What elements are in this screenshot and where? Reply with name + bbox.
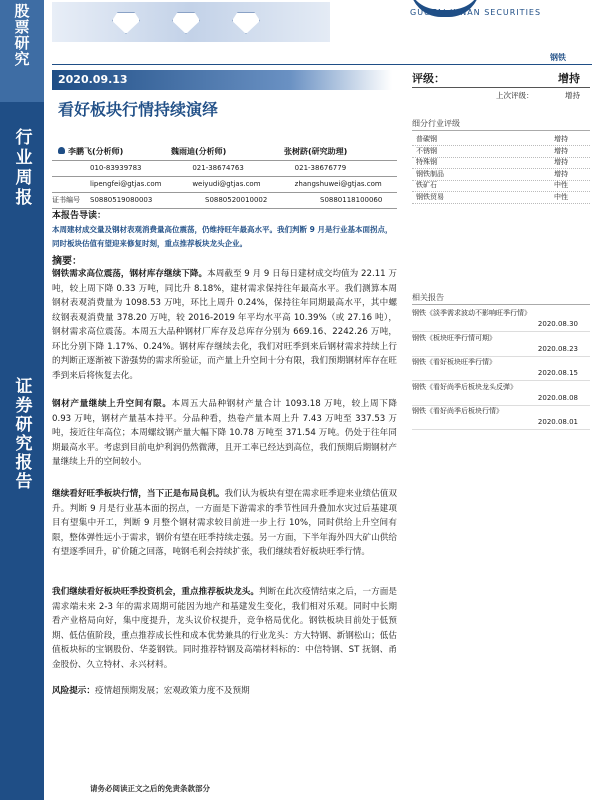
person-icon: [58, 147, 65, 154]
rating-label: 评级：: [412, 72, 445, 85]
risk-label: 风险提示：: [52, 686, 95, 696]
related-report-title[interactable]: 钢铁《看好尚季后板块行情》: [412, 407, 503, 415]
diamond-icon: [232, 12, 260, 34]
diamond-icon: [112, 12, 140, 34]
related-report-title[interactable]: 钢铁《看好尚季后板块龙头反弹》: [412, 382, 517, 391]
related-report-item[interactable]: [412, 406, 590, 426]
industry-rating-row: [412, 192, 590, 204]
previous-rating-value: 增持: [565, 91, 580, 100]
related-report-item[interactable]: [412, 308, 590, 328]
disclaimer-note: 请务必阅读正文之后的免责条款部分: [90, 784, 210, 793]
related-report-date: 2020.08.01: [537, 418, 578, 426]
paragraph-body: 我们认为板块有望在需求旺季迎来业绩估值双升。判断 9 月是行业基本面的拐点，一方面是下游需求的季节性回升叠加水灾过后基建项目有望集中开工，判断 9 月整个钢材需求较目前进一步上行 10%，同时供给上升空间有限，整体弹性远小于需求，钢价有望在旺季持续走强。另一方面，下半年海外四大矿山供给有望逐季回升，矿价随之回落，吨钢毛利会持续扩张，我们继续看好板块旺季行情。: [52, 489, 397, 557]
industry-name: 普碳钢: [416, 135, 437, 143]
related-report-item[interactable]: [412, 357, 590, 377]
header-divider: [52, 64, 592, 65]
report-title: 看好板块行情持续演绎: [58, 100, 219, 119]
rating-block: [412, 70, 590, 86]
analyst-email[interactable]: weiyudi@gtjas.com: [192, 180, 261, 188]
summary-heading: 摘要：: [52, 256, 82, 267]
analyst-phone: 010-83939783: [90, 164, 142, 172]
related-report-title[interactable]: 钢铁《看好板块旺季行情》: [412, 358, 496, 366]
analyst-cert: S0880520010002: [205, 196, 268, 204]
industry-name: 钢铁贸易: [416, 192, 444, 201]
related-report-title[interactable]: 钢铁《板块旺季行情可期》: [412, 333, 496, 342]
analyst-name: 张树跻(研究助理): [284, 147, 348, 156]
report-date: 2020.09.13: [58, 73, 128, 86]
paragraph-lead: 我们继续看好板块旺季投资机会，重点推荐板块龙头。: [52, 587, 260, 597]
rating-divider: [412, 87, 590, 88]
analyst-name: 李鹏飞(分析师): [58, 146, 171, 158]
industry-rating: 中性: [554, 192, 568, 201]
related-reports-heading: 相关报告: [412, 293, 444, 302]
related-report-date: 2020.08.15: [537, 369, 578, 377]
report-category-label: 证券研究报告: [11, 377, 32, 491]
industry-rating-row: [412, 146, 590, 158]
cert-label: 证书编号: [52, 196, 80, 204]
risk-warning: [52, 684, 250, 696]
summary-paragraph: [52, 397, 397, 470]
sector-tag: 钢铁: [550, 53, 566, 62]
related-report-date: 2020.08.30: [537, 320, 578, 328]
analyst-phone: 021-38674763: [192, 164, 244, 172]
industry-rating-row: [412, 134, 590, 146]
industry-name: 铁矿石: [416, 181, 437, 189]
paragraph-body: 本周五大品种钢材产量合计 1093.18 万吨，较上周下降 0.93 万吨，钢材产量基本持平。分品种看，热卷产量本周上升 7.43 万吨至 337.53 万吨，接近往年高位；本周螺纹钢产量大幅下降 10.78 万吨至 371.54 万吨。仍处于往年同期最高水平。考虑到目前电炉利润仍然微薄，且开工率已经达到高位，我们预期后期钢材产量继续上升的空间较小。: [52, 399, 397, 467]
related-report-date: 2020.08.23: [537, 344, 578, 353]
paragraph-lead: 继续看好旺季板块行情，当下正是布局良机。: [52, 489, 225, 499]
report-type-label: 行业周报: [11, 128, 32, 208]
industry-rating: 增持: [554, 135, 568, 143]
industry-rating: 增持: [554, 146, 568, 155]
paragraph-body: 判断在此次疫情结束之后，一方面是需求端未来 2-3 年的需求周期可能因为地产和基建发生变化，我们相对乐观。同时中长期看产业格局向好，集中度提升，龙头议价权提升，竞争格局优化。钢铁板块目前处于低预期、低估值阶段，重点推荐成长性和成本优势兼具的行业龙头：方大特钢、新钢松山；低估值板块标的宝钢股份、华菱钢铁。同时推荐特钢及高端材料标的：中信特钢、ST 抚钢、甬金股份、久立特材、永兴材料。: [52, 587, 397, 670]
guide-heading: 本报告导读：: [52, 211, 107, 221]
rating-value: 增持: [558, 72, 580, 85]
related-report-item[interactable]: [412, 382, 590, 402]
analyst-name: 魏雨迪(分析师): [171, 147, 227, 156]
industry-name: 钢铁制品: [416, 169, 444, 178]
report-divider: [412, 429, 590, 430]
industry-rating-row: [412, 180, 590, 192]
analyst-cert: S0880118100060: [320, 196, 383, 204]
industry-name: 特殊钢: [416, 158, 437, 166]
related-report-item[interactable]: [412, 333, 590, 353]
industry-name: 不锈钢: [416, 146, 437, 155]
analyst-cert: S0880519080003: [90, 196, 153, 204]
previous-rating-label: 上次评级：: [496, 91, 534, 100]
diamond-icon: [172, 12, 200, 34]
section-divider: [412, 130, 590, 131]
industry-ratings-heading: 细分行业评级: [412, 119, 460, 128]
header-banner-image: [52, 2, 330, 42]
sidebar-top-text: 股票研究: [12, 3, 31, 67]
related-report-date: 2020.08.08: [537, 393, 578, 402]
paragraph-lead: 钢材产量继续上升空间有限。: [52, 399, 172, 409]
analyst-email[interactable]: lipengfei@gtjas.com: [90, 180, 162, 188]
analyst-email[interactable]: zhangshuwei@gtjas.com: [294, 180, 382, 188]
risk-text: 疫情超预期发展；宏观政策力度不及预期: [94, 686, 250, 696]
summary-paragraph: [52, 267, 397, 383]
industry-rating: 增持: [554, 169, 568, 178]
summary-paragraph: [52, 585, 397, 672]
industry-rating: 中性: [554, 181, 568, 189]
analyst-block: [52, 146, 397, 211]
related-report-title[interactable]: 钢铁《淡季需求波动不影响旺季行情》: [412, 309, 531, 317]
summary-paragraph: [52, 487, 397, 560]
paragraph-lead: 钢铁需求高位震荡，钢材库存继续下降。: [52, 269, 208, 279]
company-name: GUOTAI JUNAN SECURITIES: [410, 8, 542, 17]
industry-rating: 增持: [554, 158, 568, 166]
analyst-phone: 021-38676779: [294, 164, 347, 172]
industry-rating-row: [412, 169, 590, 181]
industry-rating-row: [412, 157, 590, 169]
section-divider: [412, 304, 590, 305]
paragraph-body: 本周截至 9 月 9 日每日建材成交均值为 22.11 万吨，较上周下降 0.33 万吨，同比升 8.18%，建材需求保持往年最高水平。我们测算本周钢材表观消费量为 1098.53 万吨，环比上周升 0.24%，保持往年同期最高水平，其中螺纹钢表观消费量 378.20 万吨，较 2016-2019 年平均水平高 10.39%（或 27.16 吨），钢材需求高位震荡。本周五大品种钢材厂库存及总库存分别为 669.16、2242.26 万吨，环比分别下降 1.17%、0.24%。钢材库存继续去化，我们对旺季到来后钢材需求持续上行的判断正逐渐被下游强势的需求所验证，而产量上升空间十分有限，我们预期钢材库存在旺季到来后将恢复去化。: [52, 269, 397, 381]
guide-text: 本周建材成交量及钢材表观消费量高位震荡，仍维持旺年最高水平。我们判断 9 月是行业基本面拐点，同时板块估值有望迎来修复时刻，重点推荐板块龙头企业。: [52, 225, 393, 248]
